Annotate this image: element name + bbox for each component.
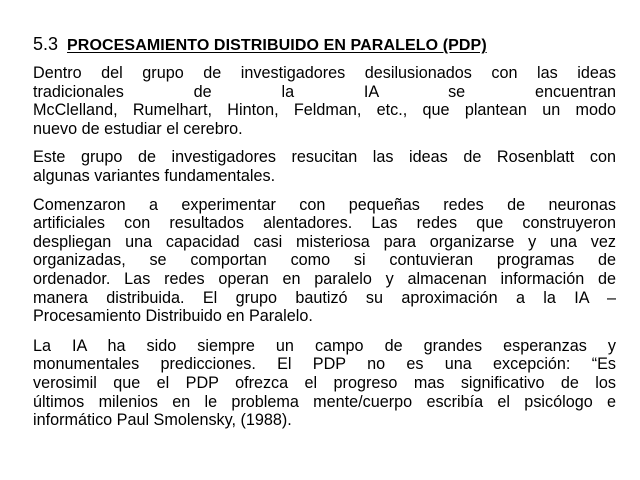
section-title: PROCESAMIENTO DISTRIBUIDO EN PARALELO (PDP) — [67, 37, 487, 54]
section-heading — [33, 34, 616, 55]
paragraph-line: Este grupo de investigadores resucitan las ideas de Rosenblatt con — [33, 148, 616, 167]
paragraph-2 — [33, 148, 616, 185]
paragraph-line: La IA ha sido siempre un campo de grandes esperanzas y — [33, 336, 616, 355]
paragraph-line: Procesamiento Distribuido en Paralelo. — [33, 307, 313, 326]
paragraph-line: ordenador. Las redes operan en paralelo y almacenan información de — [33, 269, 616, 288]
paragraph-line: organizadas, se comportan como si contuvieran programas de — [33, 251, 616, 270]
document-page — [33, 34, 616, 430]
paragraph-line: McClelland, Rumelhart, Hinton, Feldman, etc., que plantean un modo — [33, 101, 616, 120]
paragraph-line: tradicionales de la IA se encuentran — [33, 82, 616, 101]
paragraph-line: algunas variantes fundamentales. — [33, 166, 276, 185]
paragraph-1 — [33, 64, 616, 138]
paragraph-line: despliegan una capacidad casi misteriosa para organizarse y una vez — [33, 232, 616, 251]
paragraph-line: últimos milenios en le problema mente/cuerpo escribía el psicólogo e — [33, 392, 616, 411]
section-number: 5.3 — [33, 34, 59, 54]
paragraph-line: nuevo de estudiar el cerebro. — [33, 119, 243, 138]
paragraph-line: verosimil que el PDP ofrezca el progreso mas significativo de los — [33, 373, 616, 392]
paragraph-3 — [33, 196, 616, 326]
paragraph-line: manera distribuida. El grupo bautizó su aproximación a la IA – — [33, 288, 616, 307]
paragraph-4 — [33, 337, 616, 430]
paragraph-line: Dentro del grupo de investigadores desilusionados con las ideas — [33, 64, 616, 82]
paragraph-line: informático Paul Smolensky, (1988). — [33, 411, 292, 430]
paragraph-line: Comenzaron a experimentar con pequeñas redes de neuronas — [33, 195, 616, 214]
paragraph-line: artificiales con resultados alentadores. Las redes que construyeron — [33, 214, 616, 233]
paragraph-line: monumentales predicciones. El PDP no es una excepción: “Es — [33, 355, 616, 374]
